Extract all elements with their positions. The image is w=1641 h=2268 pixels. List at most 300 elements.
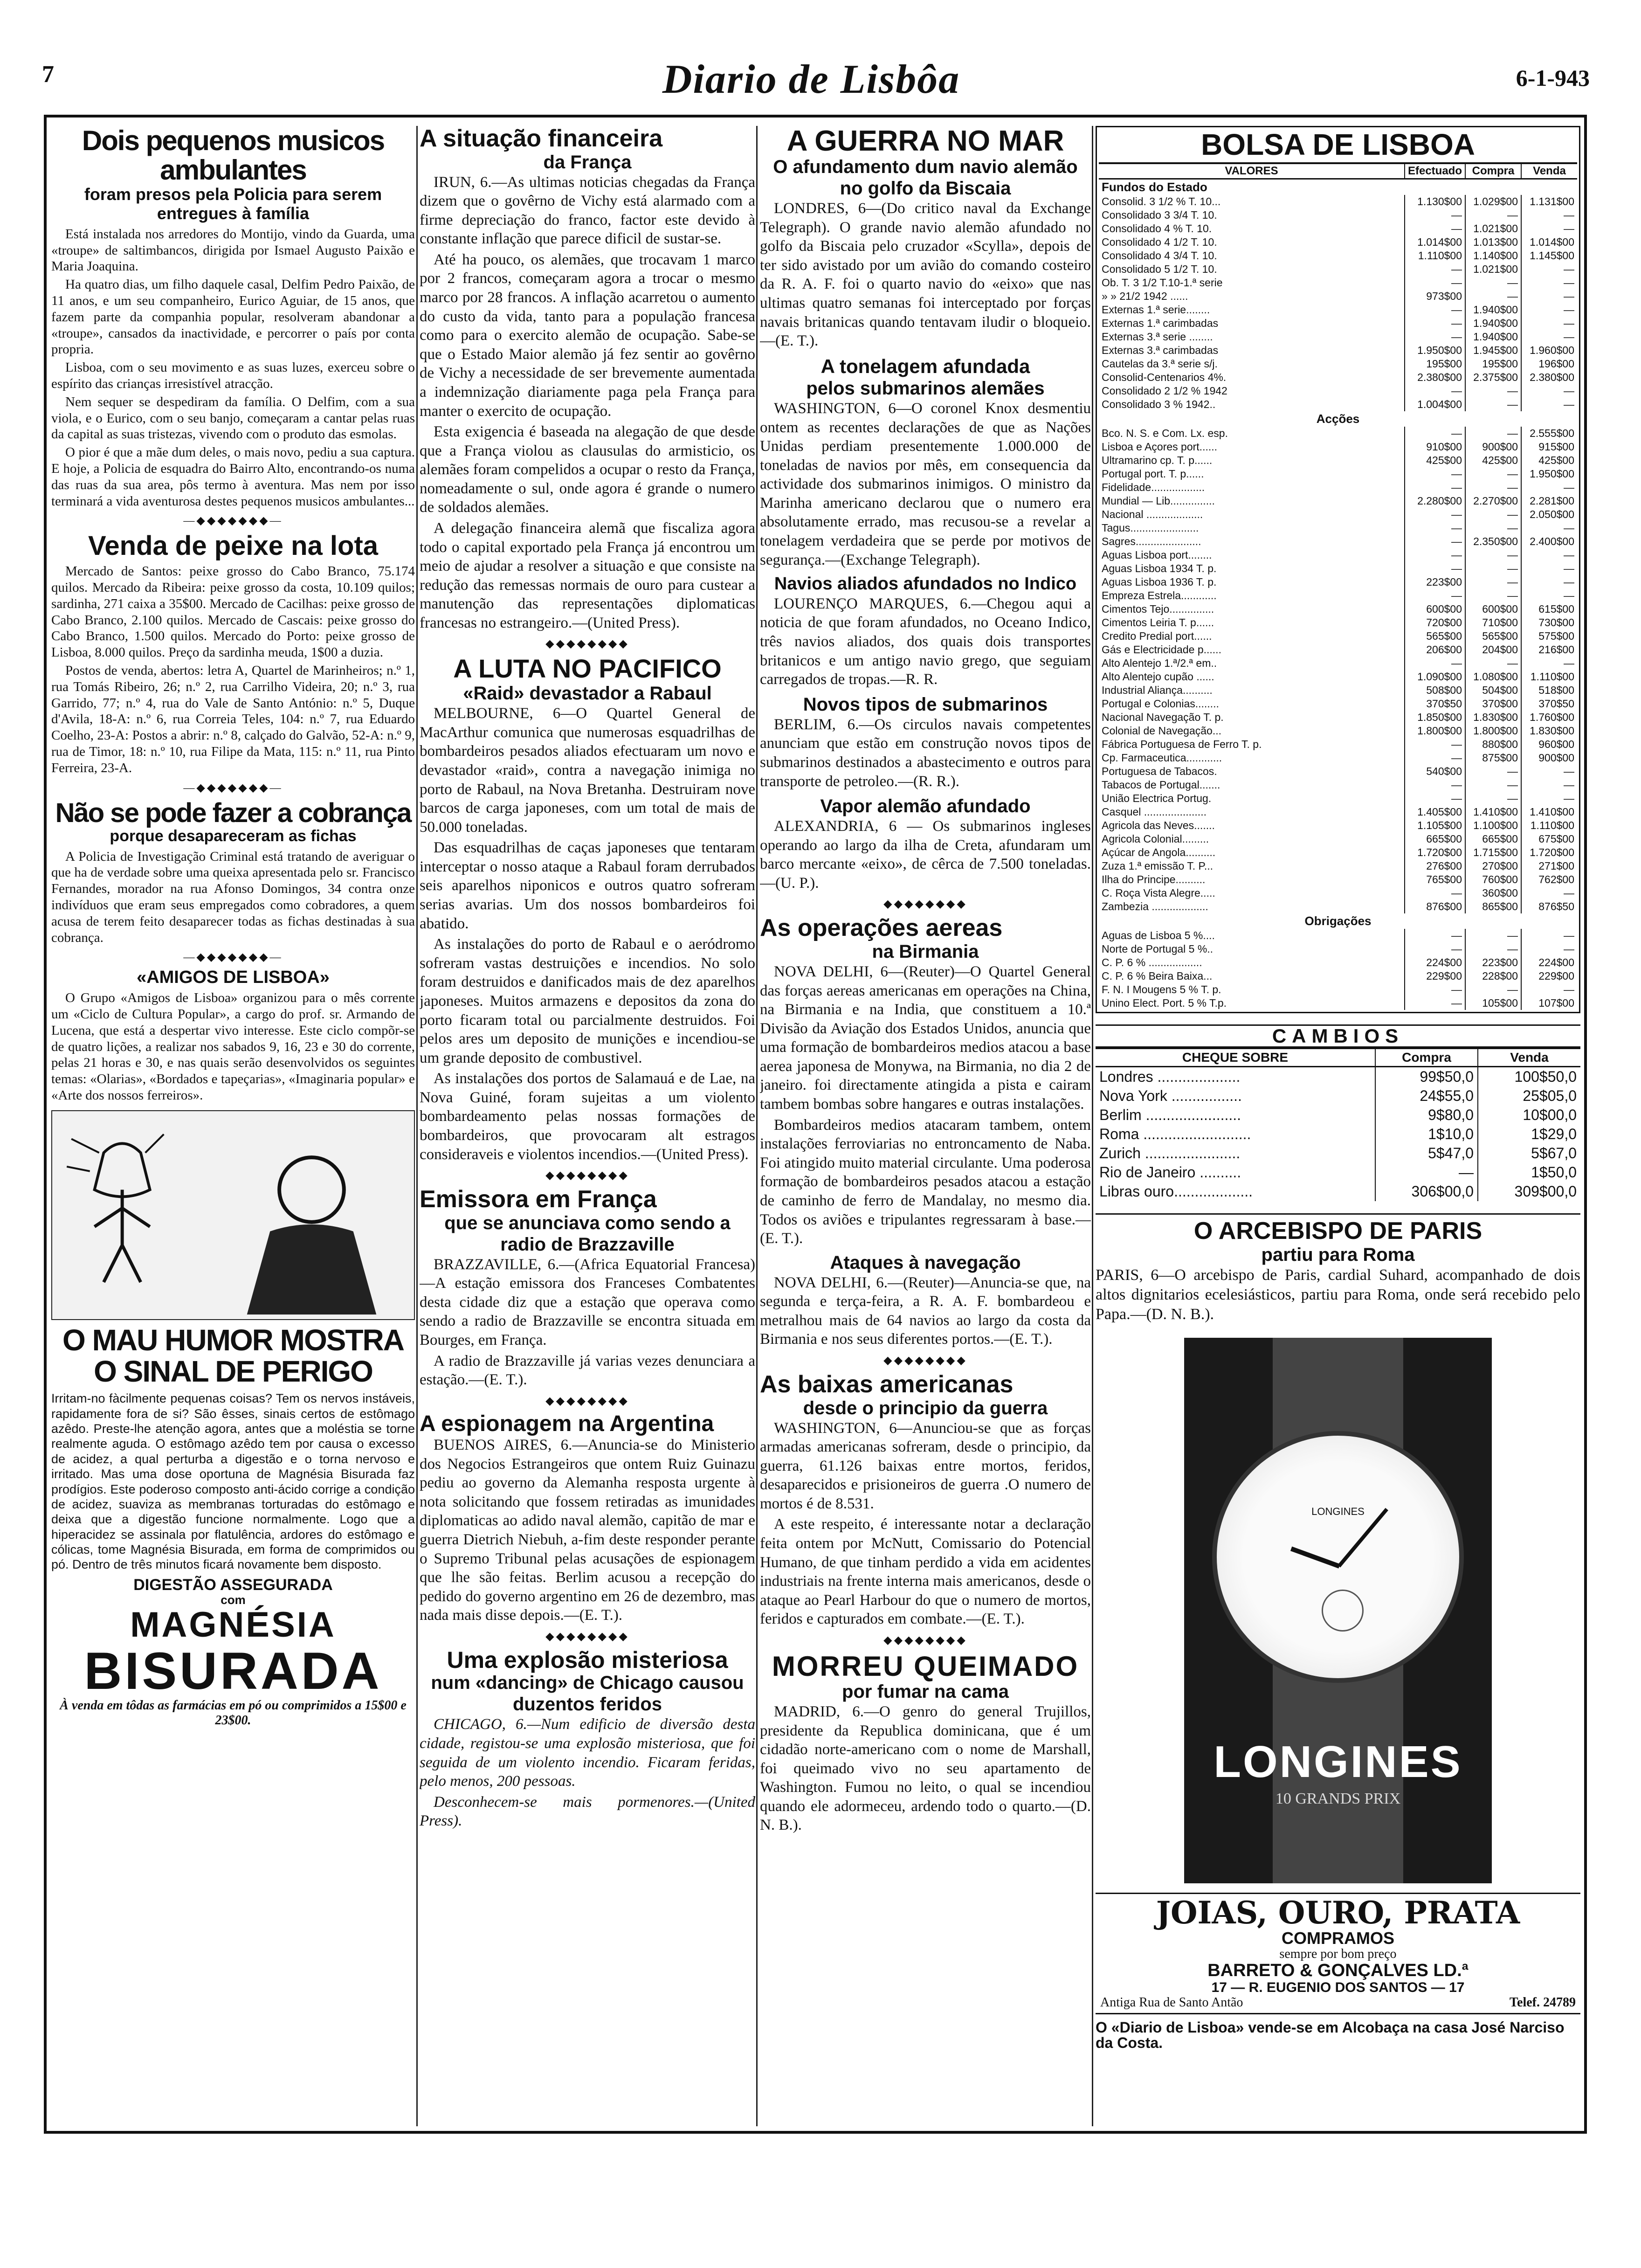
headline: Uma explosão misteriosa — [447, 1646, 728, 1673]
price-cell: 973$00 — [1405, 290, 1465, 303]
bolsa-row — [1099, 859, 1577, 873]
price-cell: — — [1465, 792, 1521, 805]
price-cell: 204$00 — [1465, 643, 1521, 657]
security-name: Empreza Estrela............ — [1102, 589, 1217, 602]
price-cell: 1.100$00 — [1465, 819, 1521, 832]
bolsa-row — [1099, 589, 1577, 602]
dial-logo: LONGINES — [1311, 1506, 1365, 1518]
bolsa-row — [1099, 738, 1577, 751]
paragraph: BUENOS AIRES, 6.—Anuncia-se do Ministerio dos Negocios Estrangeiros que ontem Ruiz Guinazu pediu ao governo da Alemanha resposta urgente à nota solicitando que fossem retiradas as imunidades diplomaticas ao adido naval alemão, capitão de mar e guerra Dietrich Niebuh, a-fim deste responder perante o Supremo Tribunal pelas acusações de espionagem que lhe são feitas. Berlim acusou a recepção do pedido do governo argentino em 26 de dezembro, mas nada mais disse depois.—(E. T.). — [420, 1437, 755, 1624]
paragraph: NOVA DELHI, 6.—(Reuter)—Anuncia-se que, na segunda e terça-feira, a R. A. F. bombardeou e metralhou mais de 64 navios ao largo da costa da Birmania e nos seus diferentes portos.—(E. T.). — [760, 1274, 1091, 1348]
bolsa-row — [1099, 819, 1577, 832]
currency-name: Berlim ....................... — [1099, 1106, 1241, 1124]
article-arcebispo — [1096, 1213, 1580, 1324]
security-name: Cimentos Tejo............... — [1102, 603, 1214, 615]
bolsa-row — [1099, 724, 1577, 738]
price-cell: 206$00 — [1405, 643, 1465, 657]
price-cell: 665$00 — [1465, 832, 1521, 846]
article-baixas — [760, 1372, 1091, 1629]
paragraph: Desconhecem-se mais pormenores.—(United Press). — [420, 1793, 755, 1830]
price-cell: — — [1405, 427, 1465, 440]
security-name: Fidelidade.................. — [1102, 481, 1205, 494]
price-cell: 518$00 — [1521, 684, 1577, 697]
security-name: Tagus....................... — [1102, 522, 1199, 534]
page-number: 7 — [42, 61, 54, 88]
subhead: desde o principio da guerra — [803, 1397, 1048, 1418]
price-cell: — — [1405, 384, 1465, 398]
rate-cell: 100$50,0 — [1478, 1067, 1580, 1087]
price-cell: 425$00 — [1521, 454, 1577, 467]
price-cell: — — [1465, 276, 1521, 290]
separator: ◆◆◆◆◆◆◆◆ — [545, 1169, 629, 1182]
watch-face-icon — [1212, 1431, 1464, 1683]
price-cell: — — [1405, 751, 1465, 765]
security-name: C. Roça Vista Alegre..... — [1102, 887, 1215, 899]
subhead: da França — [543, 152, 632, 173]
price-cell: — — [1521, 983, 1577, 996]
price-cell: — — [1521, 276, 1577, 290]
price-cell: — — [1521, 886, 1577, 900]
cambios-table — [1096, 1048, 1580, 1201]
bolsa-row — [1099, 873, 1577, 886]
price-cell: — — [1405, 738, 1465, 751]
headline: Ataques à navegação — [830, 1252, 1021, 1273]
bolsa-row — [1099, 494, 1577, 508]
bolsa-row — [1099, 371, 1577, 384]
price-cell: — — [1521, 792, 1577, 805]
price-cell: 600$00 — [1465, 602, 1521, 616]
separator: ◆◆◆◆◆◆◆◆ — [545, 1630, 629, 1643]
price-cell: 876$50 — [1521, 900, 1577, 913]
headline: Navios aliados afundados no Indico — [774, 574, 1077, 594]
separator: —◆◆◆◆◆◆◆— — [183, 515, 283, 527]
security-name: Ultramarino cp. T. p...... — [1102, 454, 1213, 467]
price-cell: 1.940$00 — [1465, 317, 1521, 330]
price-cell: 1.090$00 — [1405, 670, 1465, 684]
bolsa-row — [1099, 427, 1577, 440]
price-cell: 1.830$00 — [1465, 711, 1521, 724]
price-cell: 1.110$00 — [1521, 819, 1577, 832]
article-amigos — [51, 968, 415, 1103]
bolsa-row — [1099, 235, 1577, 249]
paragraph: NOVA DELHI, 6—(Reuter)—O Quartel General das forças aereas americanas em operações na China, na Birmania e na India, que constituem a 10.ª Divisão da Aviação dos Estados Unidos, anuncia que uma formação de bombardeiros medios atacou a base aerea japonesa de Monywa, na Birmania, no dia 2 de janeiro. foi directamente atingida a pista e cairam tambem bombas sobre hangares e outras instalações. — [760, 963, 1091, 1113]
paragraph: BRAZZAVILLE, 6.—(Africa Equatorial Francesa)—A estação emissora dos Franceses Combatentes desta cidade diz que a estação que operava como sendo a radio de Brazzaville se encontra situada em Bourges, em França. — [420, 1256, 755, 1349]
bolsa-row — [1099, 535, 1577, 548]
bolsa-row — [1099, 942, 1577, 956]
price-cell: — — [1465, 983, 1521, 996]
security-name: Aguas Lisboa port........ — [1102, 549, 1212, 561]
price-cell: 107$00 — [1521, 996, 1577, 1010]
security-name: Casquel ..................... — [1102, 806, 1207, 818]
bolsa-row — [1099, 290, 1577, 303]
headline: Venda de peixe na lota — [88, 531, 379, 561]
bolsa-row — [1099, 805, 1577, 819]
price-cell: 216$00 — [1521, 643, 1577, 657]
paragraph: WASHINGTON, 6—Anunciou-se que as forças armadas americanas sofreram, desde o principio, da guerra, 61.126 baixas entre mortos, feridos, desaparecidos e prisioneiros de guerra .O numero de mortos é de 8.531. — [760, 1419, 1091, 1512]
price-cell: — — [1521, 398, 1577, 411]
article-body: PARIS, 6—O arcebispo de Paris, cardial Suhard, acompanhado de dois altos dignitarios ecelesiásticos, partiu para Roma, onde será recebido pelo Papa.—(D. N. B.). — [1096, 1266, 1580, 1323]
bolsa-row — [1099, 548, 1577, 562]
price-cell: — — [1405, 657, 1465, 670]
cambio-row — [1096, 1106, 1580, 1125]
security-name: Aguas Lisboa 1934 T. p. — [1102, 562, 1217, 575]
bolsa-row — [1099, 263, 1577, 276]
price-cell: — — [1521, 481, 1577, 494]
headline: As baixas americanas — [760, 1371, 1014, 1398]
section-title: Obrigações — [1304, 914, 1372, 928]
article-body — [420, 1436, 755, 1625]
price-cell: 2.380$00 — [1521, 371, 1577, 384]
column-rule — [416, 126, 418, 2126]
price-cell: — — [1465, 778, 1521, 792]
cambios-section — [1096, 1024, 1580, 1201]
ad-tagline: DIGESTÃO ASSEGURADA — [133, 1576, 333, 1594]
price-cell: — — [1465, 765, 1521, 778]
subhead: por fumar na cama — [842, 1681, 1009, 1702]
article-body — [760, 199, 1091, 351]
ad-brand: BISURADA — [84, 1641, 382, 1700]
article-body — [420, 1715, 755, 1830]
column-header: CHEQUE SOBRE — [1096, 1049, 1375, 1067]
ad-line: BARRETO & GONÇALVES LD.ª — [1207, 1961, 1469, 1981]
price-cell: — — [1465, 562, 1521, 575]
security-name: Consolidado 2 1/2 % 1942 — [1102, 385, 1227, 397]
bolsa-section — [1096, 126, 1580, 1013]
security-name: Alto Alentejo cupão ...... — [1102, 671, 1214, 683]
price-cell: 915$00 — [1521, 440, 1577, 454]
headline: Dois pequenos musicos ambulantes — [82, 126, 385, 186]
article-peixe — [51, 532, 415, 776]
price-cell: 2.050$00 — [1521, 508, 1577, 521]
paragraph: A radio de Brazzaville já varias vezes denunciara a estação.—(E. T.). — [420, 1352, 755, 1389]
price-cell: — — [1465, 290, 1521, 303]
headline: A tonelagem afundada — [820, 355, 1030, 377]
security-name: Consolidado 3 % 1942.. — [1102, 398, 1216, 411]
article-body — [760, 962, 1091, 1248]
bolsa-row — [1099, 832, 1577, 846]
price-cell: — — [1521, 330, 1577, 344]
bolsa-row — [1099, 467, 1577, 481]
article-guerra-mar — [760, 126, 1091, 351]
rate-cell: 1$29,0 — [1478, 1125, 1580, 1144]
price-cell: 1.715$00 — [1465, 846, 1521, 859]
bolsa-row — [1099, 778, 1577, 792]
headline: A situação financeira — [420, 126, 663, 152]
price-cell: 565$00 — [1465, 629, 1521, 643]
separator: ◆◆◆◆◆◆◆◆ — [545, 638, 629, 650]
security-name: Externas 1.ª carimbadas — [1102, 317, 1219, 330]
article-musicos — [51, 126, 415, 509]
security-name: » » 21/2 1942 ...... — [1102, 290, 1188, 303]
price-cell: 1.800$00 — [1465, 724, 1521, 738]
price-cell: 425$00 — [1405, 454, 1465, 467]
price-cell: 730$00 — [1521, 616, 1577, 629]
article-body — [51, 990, 415, 1104]
security-name: Portugal e Colonias........ — [1102, 698, 1219, 710]
price-cell: — — [1465, 657, 1521, 670]
bolsa-row — [1099, 697, 1577, 711]
security-name: Alto Alentejo 1.ª/2.ª em.. — [1102, 657, 1217, 670]
ad-headline: O SINAL DE PERIGO — [94, 1355, 372, 1388]
security-name: Colonial de Navegação... — [1102, 725, 1221, 737]
price-cell: 760$00 — [1465, 873, 1521, 886]
separator: —◆◆◆◆◆◆◆— — [183, 951, 283, 964]
price-cell: — — [1405, 792, 1465, 805]
price-cell: — — [1521, 778, 1577, 792]
price-cell: — — [1405, 208, 1465, 222]
currency-name: Roma .......................... — [1099, 1126, 1251, 1143]
price-cell: 1.940$00 — [1465, 330, 1521, 344]
paragraph: Bombardeiros medios atacaram tambem, ontem instalações ferroviarias no entroncamento de Naba. Foi atingido muito material circulante. Uma poderosa formação de bombardeiros pesados atacou a estação de caminho de ferro de Mandalay, no mesmo dia. Todos os aviões e tripulantes regressaram à base.—(E. T.). — [760, 1116, 1091, 1247]
longines-tagline: 10 GRANDS PRIX — [1275, 1790, 1401, 1808]
security-name: Zuza 1.ª emissão T. P... — [1102, 860, 1214, 872]
column-rule — [756, 126, 758, 2126]
paragraph: LOURENÇO MARQUES, 6.—Chegou aqui a noticia de que foram afundados, no Oceano Indico, três navios aliados, dos quais dois transportes britanicos e um antigo navio grego, que seguiam carregados de tropas.—R. R. — [760, 595, 1091, 688]
price-cell: 504$00 — [1465, 684, 1521, 697]
price-cell: 1.950$00 — [1405, 344, 1465, 357]
price-cell: — — [1405, 589, 1465, 602]
price-cell: — — [1521, 317, 1577, 330]
price-cell: 600$00 — [1405, 602, 1465, 616]
price-cell: 900$00 — [1521, 751, 1577, 765]
headline: O ARCEBISPO DE PARIS — [1193, 1217, 1482, 1245]
price-cell: 1.410$00 — [1465, 805, 1521, 819]
rate-cell: 10$00,0 — [1478, 1106, 1580, 1125]
ad-footer — [1096, 1995, 1580, 2010]
security-name: Gás e Electricidade p...... — [1102, 643, 1221, 656]
subhead: na Birmania — [872, 941, 979, 962]
section-title: Acções — [1316, 412, 1360, 426]
subhead: pelos submarinos alemães — [806, 378, 1045, 399]
bolsa-row — [1099, 454, 1577, 467]
price-cell: — — [1465, 575, 1521, 589]
security-name: C. P. 6 % .................. — [1102, 956, 1202, 969]
price-cell: 720$00 — [1405, 616, 1465, 629]
price-cell: 1.014$00 — [1405, 235, 1465, 249]
price-cell: — — [1521, 575, 1577, 589]
section-title: Fundos do Estado — [1102, 180, 1207, 194]
ad-brand: MAGNÉSIA — [130, 1604, 336, 1645]
paragraph: Ha quatro dias, um filho daquele casal, Delfim Pedro Paixão, de 11 anos, e um seu companheiro, Eurico Aguiar, de 15 anos, que fazem parte da companhia popular, resolveram abandonar a «troupe», cansados da inactividade, e percorrer o país por conta propria. — [51, 277, 415, 357]
article-cobranca — [51, 799, 415, 946]
article-submarinos — [760, 694, 1091, 791]
bolsa-row — [1099, 384, 1577, 398]
rate-cell: 25$05,0 — [1478, 1086, 1580, 1106]
subhead: partiu para Roma — [1261, 1244, 1415, 1265]
rate-cell: 99$50,0 — [1375, 1067, 1478, 1087]
price-cell: — — [1465, 384, 1521, 398]
bolsa-row — [1099, 670, 1577, 684]
price-cell: — — [1405, 778, 1465, 792]
price-cell: 223$00 — [1405, 575, 1465, 589]
price-cell: — — [1405, 276, 1465, 290]
price-cell: 2.375$00 — [1465, 371, 1521, 384]
price-cell: — — [1465, 548, 1521, 562]
subhead: porque desapareceram as fichas — [110, 827, 357, 845]
bolsa-row — [1099, 969, 1577, 983]
price-cell: — — [1405, 983, 1465, 996]
subhead: O afundamento dum navio alemão no golfo da Biscaia — [773, 157, 1078, 199]
alcobaca-notice: O «Diario de Lisboa» vende-se em Alcobaça na casa José Narciso da Costa. — [1096, 2019, 1565, 2051]
price-cell: 910$00 — [1405, 440, 1465, 454]
bolsa-row — [1099, 521, 1577, 535]
price-cell: 425$00 — [1465, 454, 1521, 467]
security-name: Agricola das Neves....... — [1102, 819, 1215, 832]
rate-cell: 5$67,0 — [1478, 1144, 1580, 1163]
bolsa-body — [1099, 179, 1577, 1010]
price-cell: 1.945$00 — [1465, 344, 1521, 357]
price-cell: 229$00 — [1405, 969, 1465, 983]
article-tonelagem — [760, 355, 1091, 570]
rate-cell: 1$10,0 — [1375, 1125, 1478, 1144]
security-name: Consolid-Centenarios 4%. — [1102, 371, 1227, 384]
security-name: Fábrica Portuguesa de Ferro T. p. — [1102, 738, 1262, 751]
headline: A LUTA NO PACIFICO — [453, 654, 722, 684]
price-cell: — — [1521, 521, 1577, 535]
price-cell: 1.130$00 — [1405, 195, 1465, 208]
paragraph: Nem sequer se despediram da família. O Delfim, com a sua viola, e o Eurico, com o seu banjo, começaram a cantar pelas ruas da capital as suas tristezas, vivendo com o produto das esmolas. — [51, 394, 415, 442]
paragraph: LONDRES, 6—(Do critico naval da Exchange Telegraph). O grande navio alemão afundado no golfo da Biscaia pelo cruzador «Scylla», depois de ter sido avistado por um avião do comando costeiro da R. A. F. foi o quarto navio do «eixo» que nas ultimas quatro semanas foi interceptado por forças navais britanicas quando tentavam iludir o bloqueio.—(E. T.). — [760, 200, 1091, 350]
bolsa-section-row — [1099, 179, 1577, 195]
price-cell: 1.720$00 — [1405, 846, 1465, 859]
column-header: Compra — [1465, 164, 1521, 179]
article-emissora — [420, 1187, 755, 1390]
paragraph: Postos de venda, abertos: letra A, Quartel de Marinheiros; n.º 1, rua Tomás Ribeiro, 26; n.º 2, rua Carrilho Videira, 20; n.º 3, rua Garrido, 77; n.º 4, rua do Vale de Santo António: n.º 5, Duque d'Avila, 18-A: n.º 6, rua Correia Teles, 104: n.º 7, rua Eduardo Coelho, 23-A: Postos a abrir: n.º 8, calçado do Galvão, 52-A: n.º 9, rua de Timor, 18: n.º 10, rua Filipe da Mata, 115: n.º 11, rua Pinto Ferreira, 23-A. — [51, 663, 415, 775]
security-name: Nacional ................... — [1102, 508, 1203, 521]
price-cell: — — [1405, 548, 1465, 562]
price-cell: — — [1405, 222, 1465, 235]
price-cell: — — [1405, 317, 1465, 330]
headline: A espionagem na Argentina — [420, 1411, 714, 1436]
price-cell: — — [1521, 942, 1577, 956]
security-name: Unino Elect. Port. 5 % T.p. — [1102, 997, 1227, 1010]
security-name: F. N. I Mougens 5 % T. p. — [1102, 983, 1221, 996]
security-name: Cautelas da 3.ª serie s/j. — [1102, 358, 1218, 370]
article-explosao — [420, 1648, 755, 1831]
bolsa-row — [1099, 983, 1577, 996]
currency-name: Rio de Janeiro .......... — [1099, 1164, 1241, 1181]
security-name: Externas 1.ª serie........ — [1102, 304, 1210, 316]
column-header: Compra — [1375, 1049, 1478, 1067]
paragraph: A Policia de Investigação Criminal está tratando de averiguar o que ha de verdade sobre uma queixa apresentada pelo sr. Francisco Fernandes, morador na rua Afonso Domingos, 34 contra onze indivíduos que eram seus empregados como cobradores, a quem acusa de terem feito desaparecer todas as fichas destinadas à sua cobrança. — [51, 849, 415, 945]
price-cell: 2.280$00 — [1405, 494, 1465, 508]
price-cell: 360$00 — [1465, 886, 1521, 900]
cambios-body — [1096, 1067, 1580, 1202]
price-cell: 1.720$00 — [1521, 846, 1577, 859]
security-name: Lisboa e Açores port...... — [1102, 441, 1218, 453]
price-cell: 710$00 — [1465, 616, 1521, 629]
column-2 — [420, 126, 755, 1832]
bolsa-row — [1099, 629, 1577, 643]
longines-brand: LONGINES — [1214, 1737, 1462, 1787]
article-body — [760, 1419, 1091, 1629]
magnesia-ad — [51, 1110, 415, 1728]
currency-name: Zurich ....................... — [1099, 1145, 1241, 1162]
currency-name: Nova York ................. — [1099, 1087, 1242, 1105]
price-cell: 1.014$00 — [1521, 235, 1577, 249]
price-cell: 223$00 — [1465, 956, 1521, 969]
security-name: Portuguesa de Tabacos. — [1102, 765, 1217, 778]
subdial-icon — [1322, 1590, 1364, 1632]
security-name: Agricola Colonial......... — [1102, 833, 1209, 845]
price-cell: — — [1521, 657, 1577, 670]
security-name: Industrial Aliança.......... — [1102, 684, 1213, 697]
price-cell: — — [1405, 303, 1465, 317]
rate-cell: — — [1375, 1163, 1478, 1182]
bolsa-row — [1099, 900, 1577, 913]
bolsa-table — [1099, 164, 1577, 1010]
paragraph: Mercado de Santos: peixe grosso do Cabo Branco, 75.174 quilos. Mercado da Ribeira: peixe grosso da costa, 10.109 quilos; sardinha, 271 caixa a 35$00. Mercado de Cacilhas: peixe grosso de Cabo Branco, 2.100 quilos. Mercado de Cascais: peixe grosso do Cabo Branco, 1.500 quilos. Mercado do Porto: peixe grosso de Lisboa, 8.000 quilos. Preço da sardinha meuda, 1$00 a duzia. — [51, 564, 415, 660]
ad-address: Antiga Rua de Santo Antão — [1100, 1995, 1243, 2010]
price-cell: 875$00 — [1465, 751, 1521, 765]
bolsa-row — [1099, 398, 1577, 411]
article-ataques — [760, 1252, 1091, 1349]
price-cell: — — [1465, 508, 1521, 521]
paragraph: CHICAGO, 6.—Num edificio de diversão desta cidade, registou-se uma explosão misteriosa, que foi seguida de um violento incendio. Ficaram feridas, pelo menos, 200 pessoas. — [420, 1716, 755, 1790]
price-cell: 1.960$00 — [1521, 344, 1577, 357]
bolsa-row — [1099, 684, 1577, 697]
paragraph: Até ha pouco, os alemães, que trocavam 1 marco por 2 francos, começaram agora a trocar o mesmo marco por 28 francos. A inflação acarretou o aumento do custo da vida, tanto para a população francesa como para o exercito alemão de ocupação. Sabe-se que o Estado Maior alemão já fez sentir ao govêrno de Vichy a necessidade de ser brevemente aumentada a indemnização diariamente paga pela França para manter o exercito de ocupação. — [420, 251, 755, 420]
paragraph: Esta exigencia é baseada na alegação de que desde que a França violou as clausulas do armisticio, os alemães foram compelidos a ocupar o resto da França, nomeadamente o sul, onde agora é grande o numero de soldados alemães. — [420, 423, 755, 516]
price-cell: — — [1405, 929, 1465, 942]
bolsa-row — [1099, 929, 1577, 942]
bolsa-headline: BOLSA DE LISBOA — [1099, 129, 1577, 164]
ad-phone: Telef. 24789 — [1509, 1995, 1576, 2010]
cambio-row — [1096, 1125, 1580, 1144]
price-cell: 876$00 — [1405, 900, 1465, 913]
bolsa-row — [1099, 303, 1577, 317]
paragraph: BERLIM, 6.—Os circulos navais competentes anunciam que estão em construção novos tipos de submarinos destinados a abastecimento e outros para transporte de petroleo.—(R. R.). — [760, 716, 1091, 790]
rate-cell: 1$50,0 — [1478, 1163, 1580, 1182]
separator: ◆◆◆◆◆◆◆◆ — [883, 1634, 967, 1646]
price-cell: 2.400$00 — [1521, 535, 1577, 548]
price-cell: — — [1465, 208, 1521, 222]
security-name: Consolid. 3 1/2 % T. 10... — [1102, 195, 1221, 208]
security-name: Ilha do Principe.......... — [1102, 873, 1206, 886]
price-cell: 228$00 — [1465, 969, 1521, 983]
cambio-row — [1096, 1182, 1580, 1201]
bolsa-row — [1099, 344, 1577, 357]
headline: MORREU QUEIMADO — [772, 1650, 1079, 1682]
bolsa-row — [1099, 711, 1577, 724]
article-morreu-queimado — [760, 1652, 1091, 1835]
article-body — [51, 226, 415, 510]
price-cell: 105$00 — [1465, 996, 1521, 1010]
bolsa-row — [1099, 276, 1577, 290]
price-cell: 196$00 — [1521, 357, 1577, 371]
security-name: Tabacos de Portugal....... — [1102, 779, 1220, 791]
price-cell: 1.405$00 — [1405, 805, 1465, 819]
price-cell: 865$00 — [1465, 900, 1521, 913]
price-cell: 224$00 — [1521, 956, 1577, 969]
price-cell: 1.080$00 — [1465, 670, 1521, 684]
bolsa-row — [1099, 249, 1577, 263]
currency-name: Libras ouro................... — [1099, 1183, 1253, 1200]
bolsa-row — [1099, 481, 1577, 494]
price-cell: — — [1521, 929, 1577, 942]
bolsa-row — [1099, 996, 1577, 1010]
security-name: Consolidado 5 1/2 T. 10. — [1102, 263, 1217, 276]
price-cell: 1.140$00 — [1465, 249, 1521, 263]
ad-footer: À venda em tôdas as farmácias em pó ou comprimidos a 15$00 e 23$00. — [60, 1698, 407, 1728]
paragraph: O Grupo «Amigos de Lisboa» organizou para o mês corrente um «Ciclo de Cultura Popular», a cargo do prof. sr. Armando de Lucena, que está a despertar vivo interesse. Este ciclo compõr-se de quatro lições, a realizar nos sabados 9, 16, 23 e 30 do corrente, pelas 21 horas e 30, e nas quais serão desenvolvidos os seguintes temas: «Olarias», «Bordados e tapeçarias», «Imaginaria popular» e «Arte dos nossos ferreiros». — [51, 990, 415, 1103]
article-body — [420, 1255, 755, 1390]
rate-cell: 309$00,0 — [1478, 1182, 1580, 1201]
bolsa-row — [1099, 616, 1577, 629]
subhead: que se anunciava como sendo a radio de Brazzaville — [444, 1212, 731, 1255]
price-cell: 1.145$00 — [1521, 249, 1577, 263]
headline: A GUERRA NO MAR — [786, 126, 1064, 157]
